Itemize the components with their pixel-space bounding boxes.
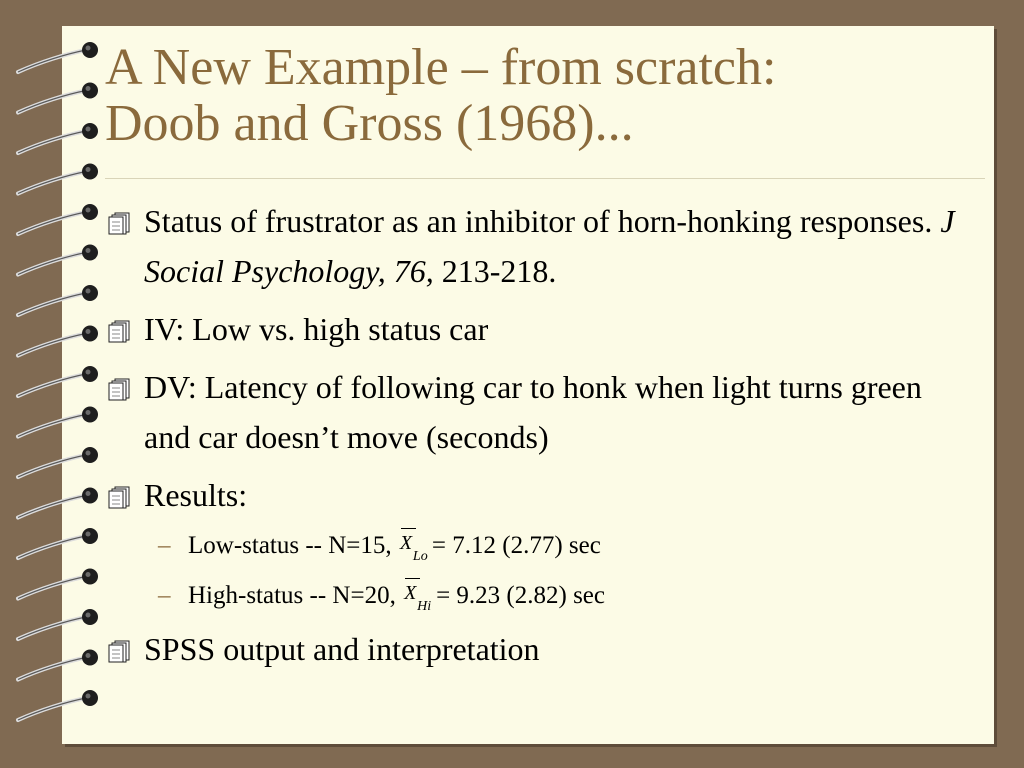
spiral-ring (18, 447, 98, 477)
spiral-ring (18, 164, 98, 194)
mean-symbol: X Lo (398, 529, 432, 559)
result-value: = 7.12 (2.77) sec (431, 532, 601, 559)
bullet-text: Results: (144, 477, 248, 513)
bullet-text: Status of frustrator as an inhibitor of horn-honking responses. (144, 203, 941, 239)
title-divider (105, 178, 985, 179)
bullet-list (104, 196, 964, 674)
spiral-ring (18, 366, 98, 396)
spiral-ring (18, 285, 98, 315)
spiral-ring (18, 650, 98, 680)
spiral-ring (18, 690, 98, 720)
result-label: High-status -- N=20, (188, 582, 396, 609)
page-range: 213-218. (433, 253, 557, 289)
spiral-ring (18, 83, 98, 113)
bullet-spss (104, 624, 964, 674)
spiral-ring (18, 407, 98, 437)
spiral-ring (18, 528, 98, 558)
bullet-text: IV: Low vs. high status car (144, 311, 489, 347)
result-high-status (104, 578, 964, 614)
spiral-ring (18, 569, 98, 599)
journal-name: J Social Psychology, 76, (144, 203, 955, 289)
title-line-1: A New Example – from scratch: (105, 39, 777, 96)
notepad-bullet-icon (106, 318, 132, 344)
spiral-binding (0, 0, 110, 768)
title-line-2: Doob and Gross (1968)... (105, 95, 634, 152)
spiral-ring (18, 42, 98, 72)
spiral-ring (18, 609, 98, 639)
bullet-results (104, 470, 964, 520)
spiral-ring (18, 245, 98, 275)
spiral-ring (18, 488, 98, 518)
notepad-bullet-icon (106, 484, 132, 510)
notepad-bullet-icon (106, 210, 132, 236)
spiral-ring (18, 326, 98, 356)
result-value: = 9.23 (2.82) sec (436, 582, 605, 609)
mean-symbol: X Hi (402, 579, 436, 609)
bullet-iv (104, 304, 964, 354)
bullet-dv (104, 362, 964, 462)
slide-title (105, 40, 985, 152)
sub-bullet-dash: – (158, 582, 171, 609)
notepad-bullet-icon (106, 376, 132, 402)
result-label: Low-status -- N=15, (188, 532, 392, 559)
bullet-text: DV: Latency of following car to honk when light turns green and car doesn’t move (seconds) (144, 369, 922, 455)
bullet-citation (104, 196, 964, 296)
bullet-text: SPSS output and interpretation (144, 631, 540, 667)
spiral-ring (18, 204, 98, 234)
spiral-ring (18, 123, 98, 153)
sub-bullet-dash: – (158, 532, 171, 559)
result-low-status (104, 528, 964, 564)
notepad-bullet-icon (106, 638, 132, 664)
